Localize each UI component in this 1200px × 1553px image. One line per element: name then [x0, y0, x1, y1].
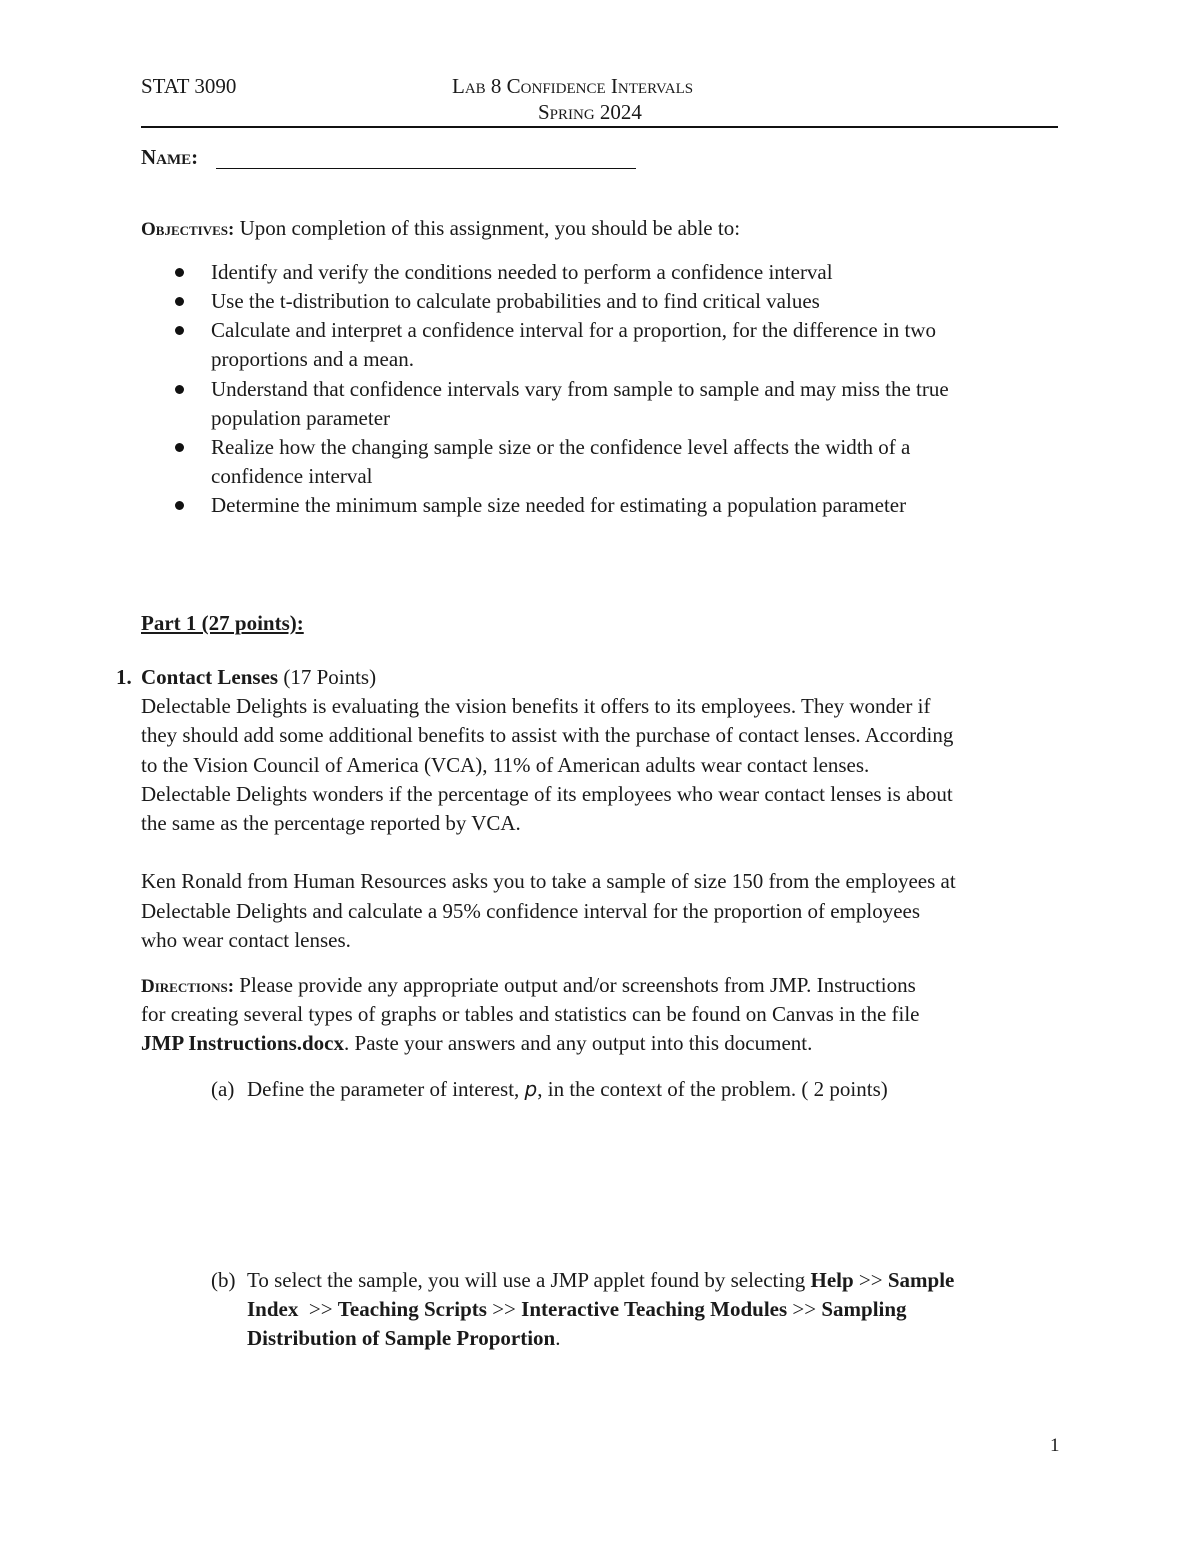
menu-help: Help — [810, 1268, 854, 1292]
menu-interactive-teaching-modules: Interactive Teaching Modules — [521, 1297, 788, 1321]
objective-item-3-line1: Calculate and interpret a confidence interval for a proportion, for the difference in two — [211, 318, 936, 342]
objective-item-1: Identify and verify the conditions needed to perform a confidence interval — [211, 260, 833, 284]
menu-sep: >> — [792, 1297, 817, 1321]
q1-heading — [141, 665, 376, 690]
menu-teaching-scripts: Teaching Scripts — [337, 1297, 487, 1321]
menu-index: Index — [247, 1297, 299, 1321]
part-a-pre: Define the parameter of interest, — [247, 1077, 520, 1101]
directions-line2: for creating several types of graphs or tables and statistics can be found on Canvas in the file — [141, 1002, 920, 1026]
menu-sampling: Sampling — [821, 1297, 907, 1321]
objective-item-5-line1: Realize how the changing sample size or the confidence level affects the width of a — [211, 435, 911, 459]
part1-heading: Part 1 (27 points): — [141, 611, 304, 635]
directions-text-1: Please provide any appropriate output and/or screenshots from JMP. Instructions — [239, 973, 916, 997]
q1-para1-line1: Delectable Delights is evaluating the vision benefits it offers to its employees. They wonder if — [141, 694, 931, 718]
q1-para2-line3: who wear contact lenses. — [141, 928, 351, 952]
part-a-text — [247, 1077, 888, 1102]
directions-line3 — [141, 1031, 812, 1056]
objectives-label: Objectives: — [141, 219, 235, 240]
parameter-p-symbol: p — [524, 1077, 538, 1101]
q1-para1-line2: they should add some additional benefits to assist with the purchase of contact lenses. According — [141, 723, 954, 747]
q1-title: Contact Lenses — [141, 665, 279, 689]
bullet-icon — [175, 443, 184, 452]
objective-item-3-line2: proportions and a mean. — [211, 347, 414, 371]
header-rule — [141, 126, 1058, 128]
q1-para2-line2: Delectable Delights and calculate a 95% confidence interval for the proportion of employees — [141, 899, 921, 923]
q1-points: (17 Points) — [283, 665, 377, 689]
objectives-intro-text: Upon completion of this assignment, you should be able to: — [239, 216, 741, 240]
directions-label: Directions: — [141, 976, 235, 997]
bullet-icon — [175, 326, 184, 335]
part-a-label: (a) — [211, 1077, 235, 1101]
part-b-line1 — [247, 1268, 954, 1293]
bullet-icon — [175, 268, 184, 277]
part-b-label: (b) — [211, 1268, 236, 1292]
q1-para1-line4: Delectable Delights wonders if the percentage of its employees who wear contact lenses is about — [141, 782, 953, 806]
q1-para1-line5: the same as the percentage reported by VCA. — [141, 811, 521, 835]
objective-item-6: Determine the minimum sample size needed for estimating a population parameter — [211, 493, 907, 517]
lab-title: Lab 8 Confidence Intervals — [452, 74, 694, 98]
part-b-pre: To select the sample, you will use a JMP applet found by selecting — [247, 1268, 806, 1292]
q1-para1-line3: to the Vision Council of America (VCA), 11% of American adults wear contact lenses. — [141, 753, 870, 777]
bullet-icon — [175, 385, 184, 394]
bullet-icon — [175, 297, 184, 306]
name-blank-line[interactable] — [216, 168, 636, 169]
bullet-icon — [175, 501, 184, 510]
directions-text-3: . Paste your answers and any output into this document. — [344, 1031, 813, 1055]
q1-para2-line1: Ken Ronald from Human Resources asks you to take a sample of size 150 from the employees at — [141, 869, 956, 893]
part-a-post: , in the context of the problem. ( 2 points) — [537, 1077, 888, 1101]
name-label: Name: — [141, 145, 199, 169]
menu-sample: Sample — [887, 1268, 955, 1292]
part-b-line2 — [247, 1297, 907, 1322]
objective-item-4-line2: population parameter — [211, 406, 391, 430]
jmp-instructions-file: JMP Instructions.docx — [141, 1031, 345, 1055]
objectives-intro — [141, 216, 740, 241]
term: Spring 2024 — [538, 100, 642, 124]
q1-number: 1. — [116, 665, 132, 689]
part-b-line3 — [247, 1326, 560, 1351]
part-b-end: . — [555, 1326, 561, 1350]
objective-item-2: Use the t-distribution to calculate probabilities and to find critical values — [211, 289, 820, 313]
course-code: STAT 3090 — [141, 74, 237, 98]
page-number: 1 — [1050, 1435, 1060, 1456]
menu-sep: >> — [492, 1297, 516, 1321]
objective-item-5-line2: confidence interval — [211, 464, 373, 488]
menu-sep: >> — [308, 1297, 333, 1321]
menu-distribution-of-sample-proportion: Distribution of Sample Proportion — [247, 1326, 556, 1350]
menu-sep: >> — [858, 1268, 883, 1292]
objective-item-4-line1: Understand that confidence intervals vary from sample to sample and may miss the true — [211, 377, 949, 401]
directions-line1 — [141, 973, 916, 998]
